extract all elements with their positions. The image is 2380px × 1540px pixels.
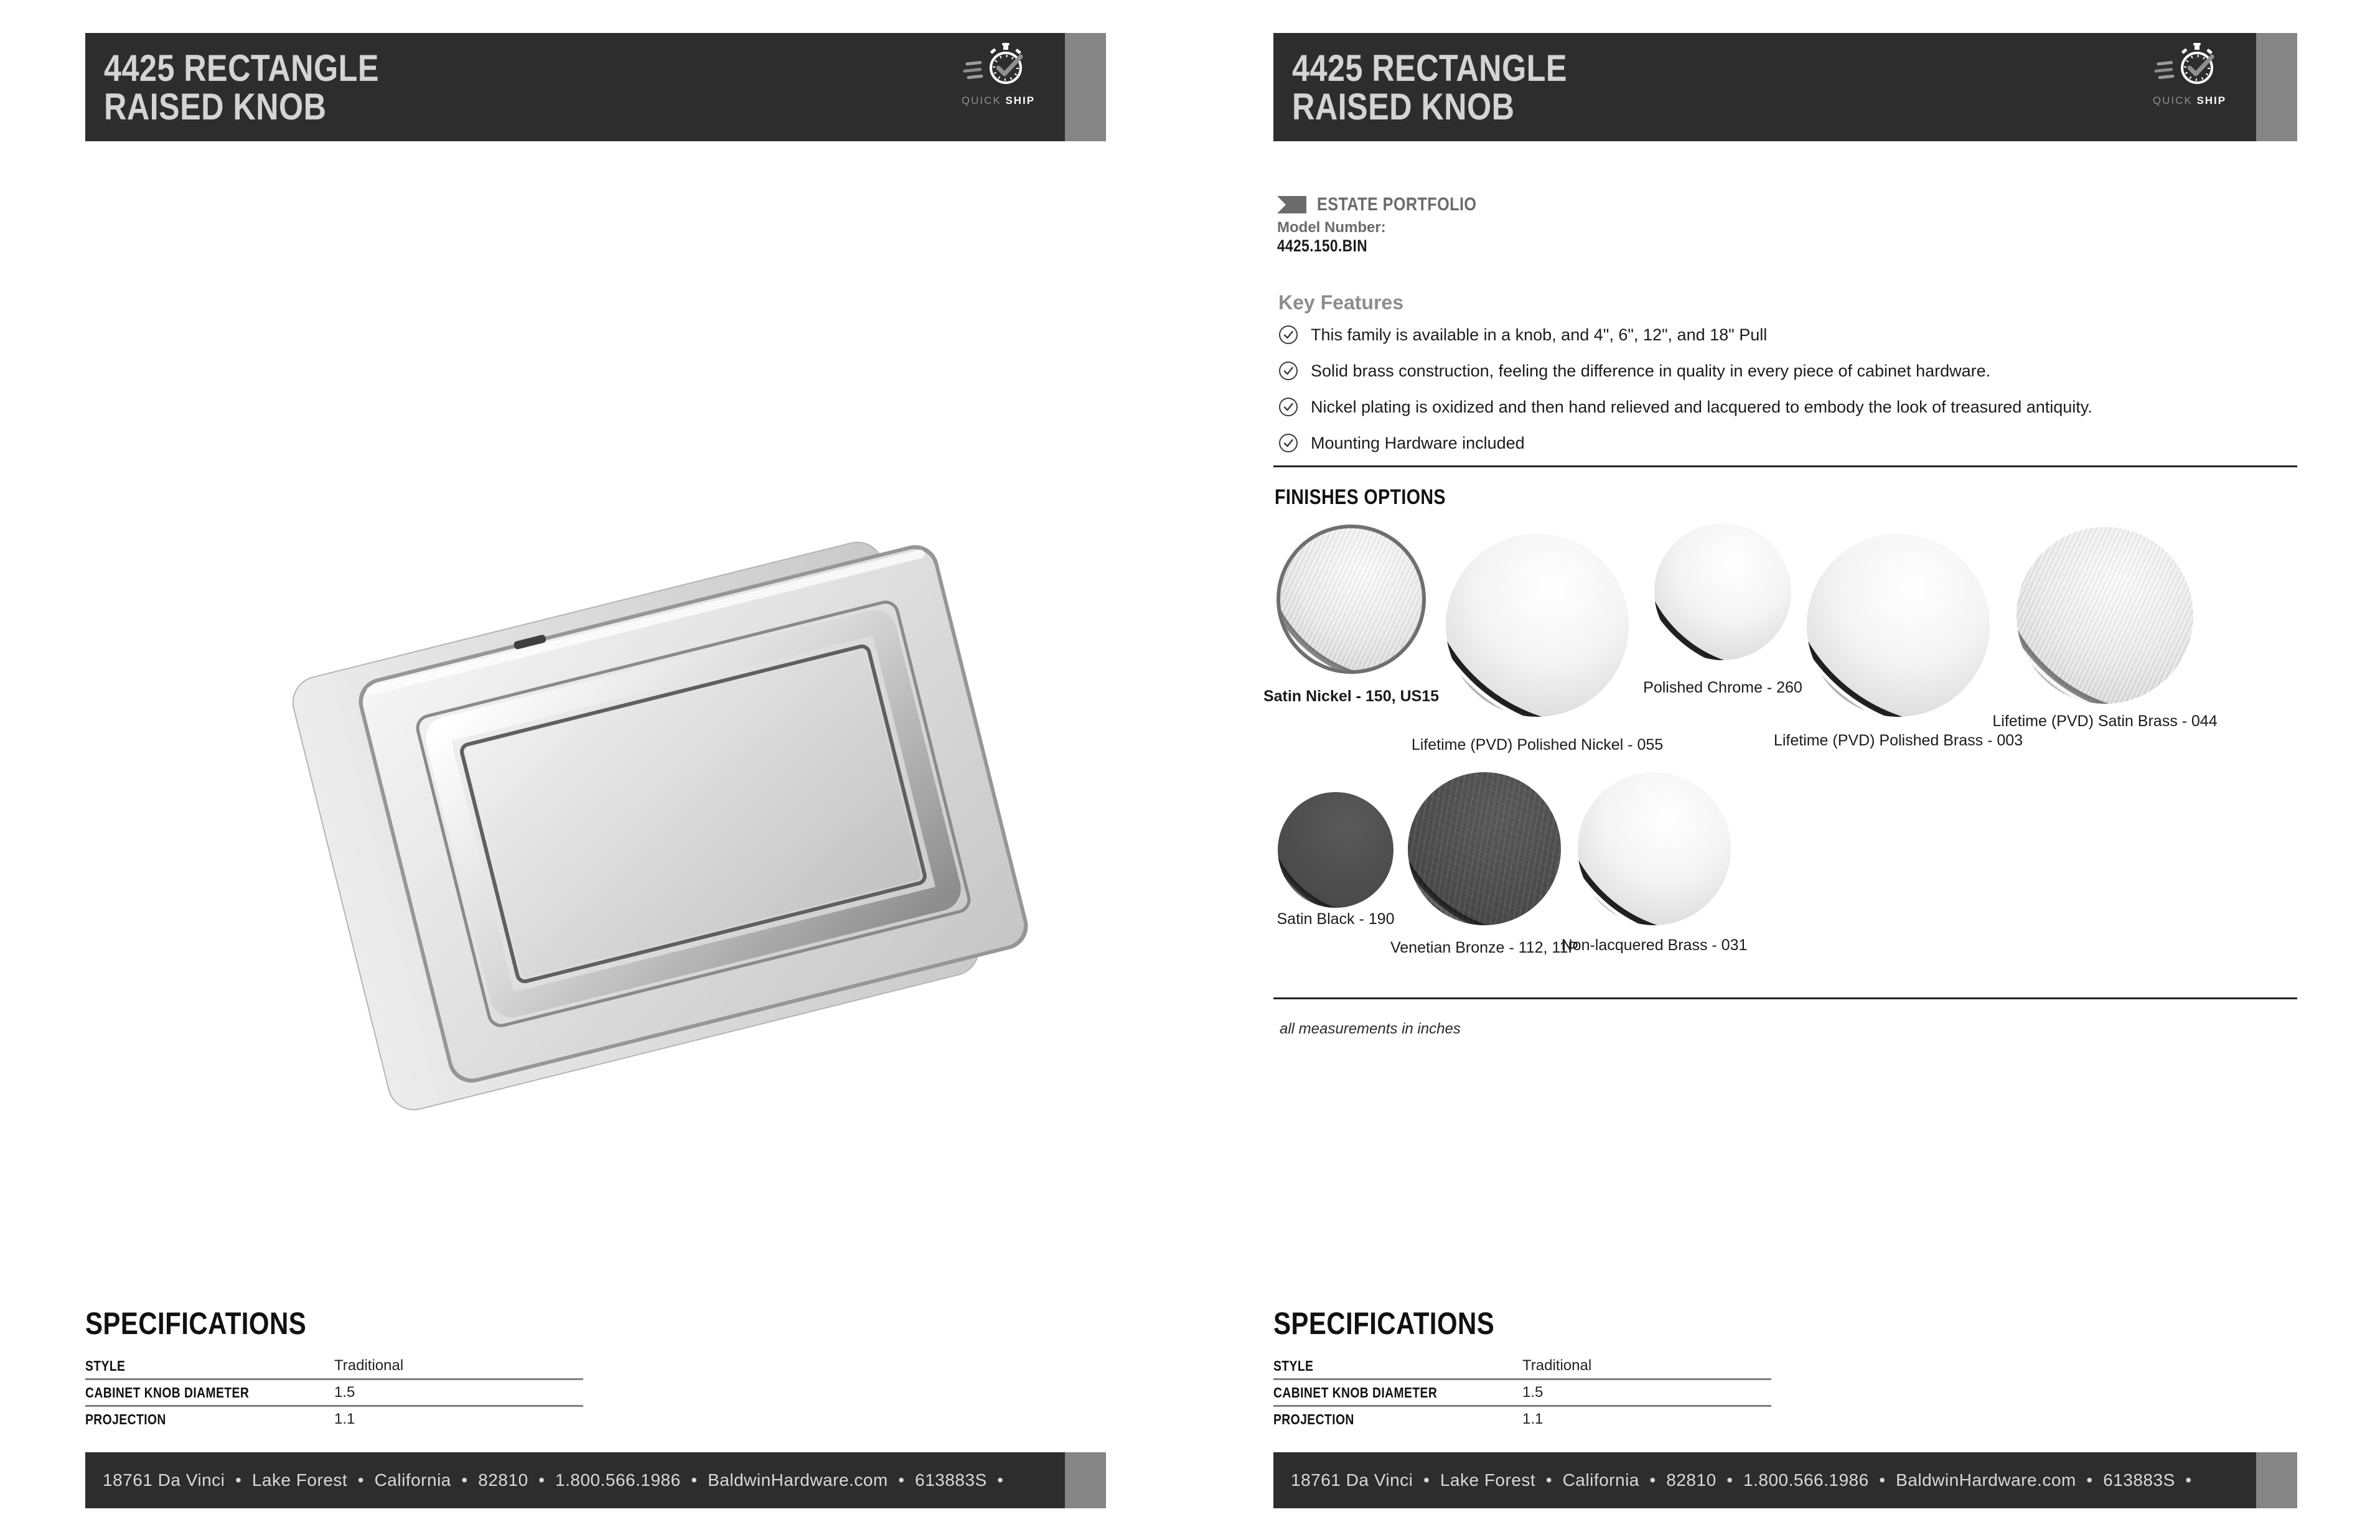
portfolio-row [1277, 194, 1507, 215]
footer-bar [1273, 1452, 2297, 1508]
spec-table [1273, 1353, 1771, 1432]
swatch-label: Satin Black - 190 [1277, 910, 1395, 928]
swatch-label: Satin Nickel - 150, US15 [1263, 688, 1440, 705]
specifications-title: SPECIFICATIONS [85, 1306, 307, 1341]
swatch-circle[interactable] [1408, 772, 1561, 925]
check-circle-icon [1278, 325, 1298, 345]
check-circle-icon [1278, 361, 1298, 381]
list-item [1278, 361, 2274, 381]
footer-address: 18761 Da Vinci • Lake Forest • California • 82810 • 1.800.566.1986 • BaldwinHardware.com • 613883S • [1291, 1470, 2192, 1490]
check-circle-icon [1278, 397, 1298, 417]
divider [1273, 465, 2297, 467]
check-circle-icon [1278, 433, 1298, 453]
feature-text: Solid brass construction, feeling the difference in quality in every piece of cabinet hardware. [1311, 361, 1991, 380]
quick-ship-badge [952, 42, 1045, 107]
table-row [85, 1380, 583, 1407]
measurement-note: all measurements in inches [1280, 1020, 1461, 1037]
swatch-circle[interactable] [1654, 523, 1791, 660]
header-bar-tab [1065, 33, 1106, 141]
finishes-options-title: FINISHES OPTIONS [1275, 485, 1446, 509]
page-title [1292, 49, 1619, 126]
swatch-label: Lifetime (PVD) Satin Brass - 044 [1992, 712, 2218, 730]
swatch-circle[interactable] [1278, 792, 1394, 908]
specifications-title: SPECIFICATIONS [1273, 1306, 1495, 1341]
table-row [85, 1353, 583, 1380]
product-image-rectangle-raised-knob [191, 501, 1031, 1123]
feature-text: This family is available in a knob, and 4", 6", 12", and 18" Pull [1311, 325, 1768, 344]
list-item [1278, 325, 2274, 345]
spec-value: Traditional [334, 1357, 404, 1374]
page-title-line1: 4425 RECTANGLE [104, 47, 379, 89]
spec-label: CABINET KNOB DIAMETER [85, 1384, 250, 1401]
swatch-label: Non-lacquered Brass - 031 [1561, 936, 1748, 954]
portfolio-label: ESTATE PORTFOLIO [1317, 194, 1477, 215]
finish-swatch-venetian-bronze[interactable] [1390, 772, 1579, 956]
list-item [1278, 433, 2274, 453]
page-title-line2: RAISED KNOB [1292, 86, 1515, 128]
spec-label: PROJECTION [85, 1411, 166, 1427]
page-title-line1: 4425 RECTANGLE [1292, 47, 1567, 89]
page-title [104, 49, 431, 126]
page-right [1263, 0, 2297, 1540]
spec-value: Traditional [1522, 1357, 1592, 1374]
feature-text: Mounting Hardware included [1311, 433, 1525, 452]
table-row [1273, 1353, 1771, 1380]
footer-address: 18761 Da Vinci • Lake Forest • California • 82810 • 1.800.566.1986 • BaldwinHardware.com • 613883S • [103, 1470, 1004, 1490]
spec-value: 1.5 [334, 1384, 355, 1401]
footer-bar-tab [2256, 1452, 2297, 1508]
spec-label: PROJECTION [1273, 1411, 1354, 1427]
spec-label: STYLE [1273, 1357, 1314, 1374]
quick-ship-badge [2143, 42, 2236, 107]
finishes-row-1 [1263, 525, 2297, 773]
key-features-title: Key Features [1278, 291, 1403, 314]
footer-bar [85, 1452, 1106, 1508]
key-features-list [1278, 325, 2274, 469]
feature-text: Nickel plating is oxidized and then hand relieved and lacquered to embody the look of treasured antiquity. [1311, 397, 2092, 416]
table-row [1273, 1407, 1771, 1432]
quick-ship-label: QUICK SHIP [2152, 95, 2227, 106]
table-row [85, 1407, 583, 1432]
swatch-circle[interactable] [1446, 534, 1629, 717]
finish-swatch-non-lacquered-brass[interactable] [1561, 772, 1748, 954]
finish-swatch-pvd-polished-nickel[interactable] [1411, 534, 1664, 754]
spec-value: 1.1 [1522, 1411, 1544, 1427]
list-item [1278, 397, 2274, 417]
header-bar-tab [2256, 33, 2297, 141]
footer-bar-tab [1065, 1452, 1106, 1508]
page-left [85, 0, 1106, 1540]
spec-table [85, 1353, 583, 1432]
swatch-circle[interactable] [1277, 525, 1426, 674]
divider [1273, 997, 2297, 999]
finish-swatch-pvd-satin-brass[interactable] [1992, 527, 2218, 730]
model-number-block [1277, 219, 1386, 255]
ribbon-flag-icon [1277, 195, 1307, 214]
swatch-label: Lifetime (PVD) Polished Brass - 003 [1773, 732, 2023, 749]
finish-swatch-satin-black[interactable] [1277, 792, 1395, 928]
swatch-label: Polished Chrome - 260 [1643, 679, 1802, 696]
spec-value: 1.1 [334, 1411, 355, 1427]
swatch-circle[interactable] [1578, 772, 1731, 925]
table-row [1273, 1380, 1771, 1407]
page-title-line2: RAISED KNOB [104, 86, 327, 128]
finishes-row-2 [1273, 772, 2297, 971]
model-number-label: Model Number: [1277, 219, 1386, 236]
finish-swatch-polished-chrome[interactable] [1643, 523, 1802, 696]
header-bar [85, 33, 1106, 141]
model-number-value: 4425.150.BIN [1277, 236, 1368, 255]
swatch-circle[interactable] [1807, 534, 1990, 717]
quick-ship-label: QUICK SHIP [961, 95, 1036, 106]
spec-label: CABINET KNOB DIAMETER [1273, 1384, 1438, 1401]
swatch-circle[interactable] [2017, 527, 2193, 704]
spec-value: 1.5 [1522, 1384, 1544, 1401]
knob-render [191, 501, 1031, 1123]
spec-label: STYLE [85, 1357, 126, 1374]
swatch-label: Venetian Bronze - 112, 11P [1390, 939, 1579, 956]
finish-swatch-pvd-polished-brass[interactable] [1773, 534, 2023, 749]
header-bar [1273, 33, 2297, 141]
stopwatch-icon [961, 42, 1036, 90]
finish-swatch-satin-nickel[interactable] [1263, 525, 1440, 705]
stopwatch-icon [2152, 42, 2227, 90]
swatch-label: Lifetime (PVD) Polished Nickel - 055 [1411, 736, 1664, 754]
